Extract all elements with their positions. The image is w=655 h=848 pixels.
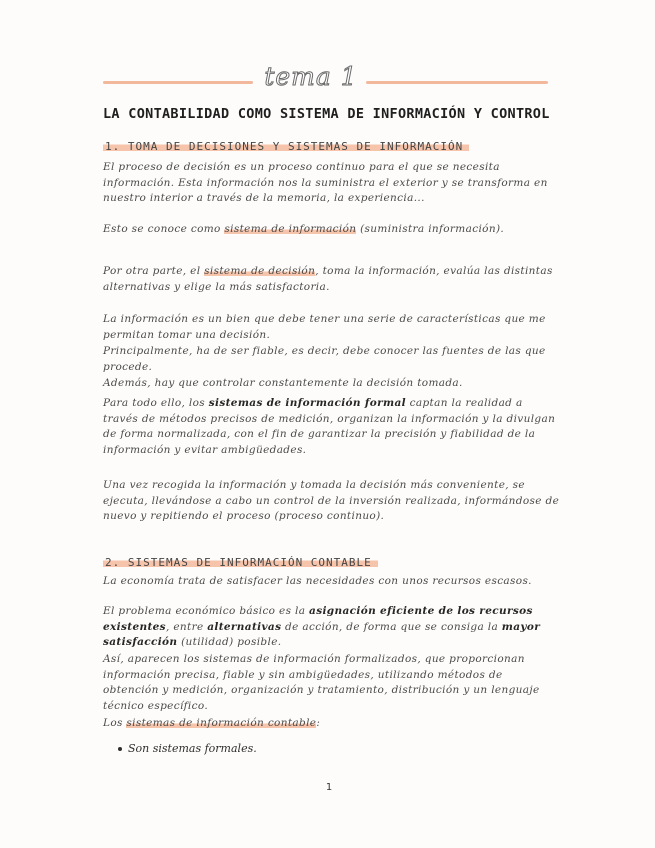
paragraph: Así, aparecen los sistemas de información formalizados, que proporcionan información precisa, fiable y sin ambigüedades, utilizando métodos de obtención y medición, organización y tratamiento, distribución y un lenguaje técnico específico. [103, 653, 540, 712]
paragraph [103, 264, 561, 295]
text-span: Para todo ello, los [103, 397, 209, 409]
text-span: Los [103, 717, 127, 729]
text-span: (utilidad) posible. [177, 636, 282, 649]
paragraph [103, 716, 561, 732]
text-span: , entre [165, 620, 208, 633]
highlighted-term: sistema de decisión [204, 265, 316, 277]
text-span: El problema económico básico es la [103, 605, 310, 617]
bold-term: asignación eficiente de los recursos existentes [103, 605, 533, 633]
page-title: LA CONTABILIDAD COMO SISTEMA DE INFORMACIÓN Y CONTROL [103, 106, 550, 122]
text-span: Por otra parte, el [103, 265, 205, 277]
paragraph: Una vez recogida la información y tomada la decisión más conveniente, se ejecuta, llevándose a cabo un control de la inversión realizada, informándose de nuevo y repitiendo el proceso (proceso continuo). [103, 479, 560, 523]
bullet-icon [118, 747, 122, 751]
section-heading-2: 2. SISTEMAS DE INFORMACIÓN CONTABLE [103, 556, 378, 569]
decorative-line-left [103, 81, 253, 84]
decorative-line-right [366, 81, 548, 84]
text-span: captan la realidad a través de métodos precisos de medición, organizan la información y la divulgan de forma normalizada, con el fin de garantizar la precisión y fiabilidad de la información y evitar ambigüedades. [103, 397, 556, 456]
paragraph: El proceso de decisión es un proceso continuo para el que se necesita información. Esta información nos la suministra el exterior y se transforma en nuestro interior a través de la memoria, la experiencia... [103, 161, 548, 205]
bold-term: mayor satisfacción [103, 620, 541, 649]
text-span: Esto se conoce como [103, 223, 225, 235]
text-span: de acción, de forma que se consiga la [281, 620, 502, 633]
paragraph: La información es un bien que debe tener una serie de características que me permitan tomar una decisión. [103, 313, 546, 341]
section-heading-1: 1. TOMA DE DECISIONES Y SISTEMAS DE INFORMACIÓN [103, 140, 469, 153]
tema-header [0, 62, 655, 92]
page-number: 1 [325, 782, 333, 793]
highlighted-term: sistemas de información contable [126, 717, 317, 729]
tema-label: tema 1 [264, 62, 358, 91]
text-span: (suministra información). [356, 223, 505, 235]
paragraph: Además, hay que controlar constantemente la decisión tomada. [103, 377, 463, 389]
paragraph: La economía trata de satisfacer las necesidades con unos recursos escasos. [103, 575, 532, 587]
paragraph: Principalmente, ha de ser fiable, es decir, debe conocer las fuentes de las que procede. [103, 345, 546, 373]
bold-term: sistemas de información formal [208, 397, 406, 409]
bullet-text: Son sistemas formales. [128, 742, 257, 755]
highlighted-term: sistema de información [224, 223, 357, 235]
text-span: , toma la información, evalúa las distintas alternativas y elige la más satisfactoria. [103, 265, 553, 293]
text-span: : [316, 717, 321, 729]
bold-term: alternativas [207, 620, 282, 633]
paragraph [103, 222, 561, 238]
paragraph [103, 396, 561, 458]
bullet-item [118, 742, 257, 755]
paragraph [103, 604, 561, 651]
